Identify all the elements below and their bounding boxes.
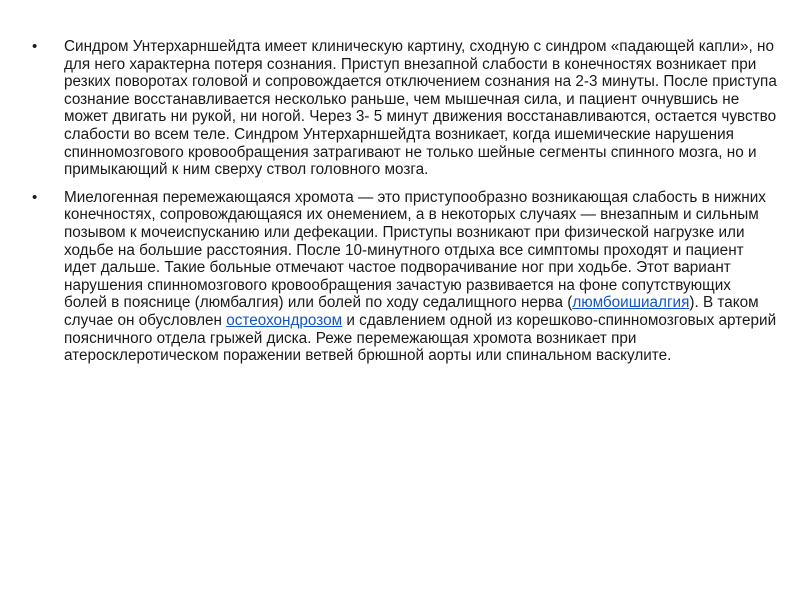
bullet-text: Синдром Унтерхарншейдта имеет клиническую картину, сходную с синдром «падающей капли», но для него характерна потеря сознания. Приступ внезапной слабости в конечностях возникает при резких поворотах головой и сопровождается отключением сознания на 2-3 минуты. После приступа сознание восстанавливается несколько раньше, чем мышечная сила, и пациент очнувшись не может двигать ни рукой, ни ногой. Через 3- 5 минут движения восстанавливаются, остается чувство слабости во всем теле. Синдром Унтерхарншейдта возникает, когда ишемические нарушения спинномозгового кровообращения затрагивают не только шейные сегменты спинного мозга, но и примыкающий к ним сверху ствол головного мозга. bbox=[64, 38, 777, 179]
bullet-item-1 bbox=[32, 38, 777, 179]
bullet-text-part-2: ). В таком случае он обусловлен bbox=[64, 294, 759, 329]
bullet-item-2 bbox=[32, 189, 777, 365]
bullet-marker: • bbox=[32, 38, 38, 55]
bullet-marker: • bbox=[32, 188, 38, 206]
bullet-text-part-1: Миелогенная перемежающаяся хромота — это приступообразно возникающая слабость в нижних конечностях, сопровождающаяся их онемением, а в некоторых случаях — внезапным и сильным позывом к мочеиспусканию или дефекации. Приступы возникают при физической нагрузке или ходьбе на большие расстояния. После 10-минутного отдыха все симптомы проходят и пациент идет дальше. Такие больные отмечают частое подворачивание ног при ходьбе. Этот вариант нарушения спинномозгового кровообращения зачастую развивается на фоне сопутствующих болей в пояснице (люмбалгия) или болей по ходу седалищного нерва ( bbox=[64, 188, 766, 312]
bullet-list bbox=[32, 38, 777, 375]
link-lumboischialgia[interactable]: люмбоишиалгия bbox=[572, 294, 690, 312]
link-osteochondrosis[interactable]: остеохондрозом bbox=[226, 311, 343, 329]
bullet-text-part-3: и сдавлением одной из корешково-спинномозговых артерий поясничного отдела грыжей диска. Реже перемежающая хромота возникает при атеросклеротическом поражении ветвей брюшной аорты или спинальном васкулите. bbox=[64, 311, 777, 365]
